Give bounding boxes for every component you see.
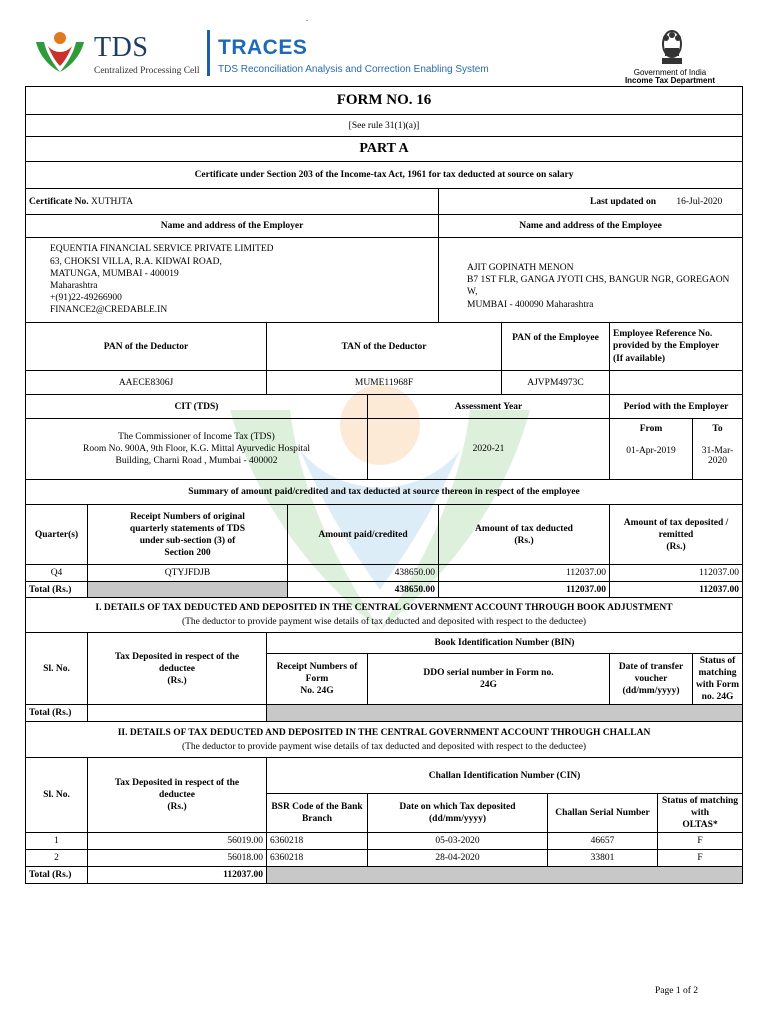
address-line: Maharashtra	[50, 281, 98, 291]
cert-no-value: XUTHJTA	[90, 196, 133, 207]
section-title: I. DETAILS OF TAX DEDUCTED AND DEPOSITED IN THE CENTRAL GOVERNMENT ACCOUNT THROUGH BOOK ADJUSTMENT	[95, 603, 673, 613]
traces-brand: TRACES	[218, 36, 308, 59]
national-emblem-icon	[654, 26, 690, 68]
certificate-heading: Certificate under Section 203 of the Income-tax Act, 1961 for tax deducted at source on salary	[26, 162, 743, 189]
summary-receipt: QTYJFDJB	[88, 565, 288, 582]
summary-heading: Summary of amount paid/credited and tax deducted at source thereon in respect of the employee	[26, 480, 743, 505]
table-row	[26, 565, 743, 582]
challan-date: 05-03-2020	[368, 833, 548, 850]
header-line: OLTAS*	[682, 820, 718, 830]
header-line: deductee	[159, 663, 195, 674]
challan-serial: 46657	[548, 833, 658, 850]
from-date: 01-Apr-2019	[610, 440, 693, 480]
book-header-sl-no: Sl. No.	[26, 633, 88, 705]
tds-logo-icon	[30, 28, 90, 78]
summary-total-row	[26, 582, 743, 598]
address-line: MATUNGA, MUMBAI - 400019	[50, 268, 179, 279]
challan-header-bsr	[267, 794, 368, 833]
challan-bsr: 6360218	[267, 850, 368, 867]
tds-subtitle: Centralized Processing Cell	[94, 66, 200, 76]
traces-subtitle: TDS Reconciliation Analysis and Correction Enabling System	[218, 64, 489, 75]
header-line: Status of matching with	[662, 796, 739, 818]
summary-total-tax-deposited: 112037.00	[610, 582, 743, 598]
header-line: quarterly statements of TDS	[129, 523, 246, 534]
pan-employee-label: PAN of the Employee	[502, 323, 610, 371]
header-line: Tax Deposited in respect of the	[114, 651, 240, 662]
challan-serial: 33801	[548, 850, 658, 867]
header-line: deductee	[159, 790, 195, 800]
header-line: 24G	[480, 680, 497, 690]
address-line: B7 1ST FLR, GANGA JYOTI CHS, BANGUR NGR, GOREGAON W,	[467, 275, 730, 298]
gov-line-2: Income Tax Department	[624, 76, 716, 85]
challan-status: F	[658, 833, 743, 850]
challan-total-row	[26, 867, 743, 884]
summary-tax-deducted: 112037.00	[439, 565, 610, 582]
employee-address	[439, 238, 743, 323]
emp-ref-line: provided by the Employer	[613, 341, 720, 352]
last-updated-label: Last updated on	[590, 196, 656, 207]
summary-quarter: Q4	[26, 565, 88, 582]
emp-ref-line: (If available)	[613, 353, 665, 364]
cit-line: The Commissioner of Income Tax (TDS)	[118, 431, 275, 442]
stray-dot: .	[306, 14, 308, 23]
address-line: EQUENTIA FINANCIAL SERVICE PRIVATE LIMITED	[50, 244, 274, 255]
summary-header-receipt	[88, 505, 288, 565]
section-subtitle: (The deductor to provide payment wise details of tax deducted and deposited with respect to the deductee)	[181, 741, 587, 752]
book-header-status	[693, 654, 743, 705]
challan-total-label: Total (Rs.)	[26, 867, 88, 884]
address-line: MUMBAI - 400090 Maharashtra	[467, 299, 594, 310]
employee-reference-value	[610, 371, 743, 395]
certificate-number-cell	[26, 189, 439, 215]
section-subtitle: (The deductor to provide payment wise details of tax deducted and deposited with respect to the deductee)	[181, 617, 587, 627]
cit-line: Building, Charni Road , Mumbai - 400002	[115, 456, 278, 467]
challan-status: F	[658, 850, 743, 867]
book-total-value	[88, 705, 267, 722]
shaded-cell	[267, 867, 743, 884]
section-title: II. DETAILS OF TAX DEDUCTED AND DEPOSITED IN THE CENTRAL GOVERNMENT ACCOUNT THROUGH CHALLAN	[117, 727, 651, 738]
header-divider	[207, 30, 210, 76]
employee-heading: Name and address of the Employee	[439, 215, 743, 238]
header-line: Receipt Numbers of Form	[276, 662, 358, 684]
shaded-cell	[267, 705, 743, 722]
address-line: FINANCE2@CREDABLE.IN	[50, 305, 168, 316]
pan-employee-value: AJVPM4973C	[502, 371, 610, 395]
challan-header-cin: Challan Identification Number (CIN)	[267, 758, 743, 794]
cert-no-label: Certificate No.	[29, 196, 89, 207]
header-line: (Rs.)	[167, 802, 187, 812]
summary-header-tax-deposited	[610, 505, 743, 565]
book-header-tax-deposited	[88, 633, 267, 705]
header-line: Date on which Tax deposited	[399, 802, 516, 812]
challan-header-tax-deposited	[88, 758, 267, 833]
header-line: BSR Code of the Bank	[271, 802, 363, 812]
pan-deductor-value: AAECE8306J	[26, 371, 267, 395]
address-line: AJIT GOPINATH MENON	[467, 263, 574, 273]
book-header-bin: Book Identification Number (BIN)	[267, 633, 743, 654]
certificate-row	[26, 189, 743, 215]
summary-total-tax-deducted: 112037.00	[439, 582, 610, 598]
challan-header-status	[658, 794, 743, 833]
last-updated-value: 16-Jul-2020	[676, 196, 723, 207]
book-header-receipt	[267, 654, 368, 705]
employer-address	[26, 238, 439, 323]
emp-ref-line: Employee Reference No.	[613, 328, 713, 339]
assessment-year-value: 2020-21	[368, 419, 610, 480]
header-line: (dd/mm/yyyy)	[429, 814, 486, 824]
header-line: Amount of tax deposited / remitted	[623, 517, 729, 540]
header-line: Tax Deposited in respect of the	[114, 778, 240, 788]
gov-line-1: Government of India	[633, 68, 707, 77]
challan-header-date	[368, 794, 548, 833]
employer-heading: Name and address of the Employer	[26, 215, 439, 238]
book-header-date	[610, 654, 693, 705]
to-label: To	[693, 419, 743, 440]
table-row	[26, 833, 743, 850]
summary-total-amount-paid: 438650.00	[288, 582, 439, 598]
last-updated-cell	[439, 189, 743, 215]
header-line: with Form no. 24G	[696, 680, 740, 702]
form-title: FORM NO. 16	[26, 87, 743, 115]
header-line: Amount of tax deducted	[475, 523, 573, 534]
employee-reference-label	[610, 323, 743, 371]
challan-tax: 56019.00	[88, 833, 267, 850]
from-label: From	[610, 419, 693, 440]
pan-deductor-label: PAN of the Deductor	[26, 323, 267, 371]
header-line: Branch	[301, 814, 333, 824]
challan-header-serial: Challan Serial Number	[548, 794, 658, 833]
summary-tax-deposited: 112037.00	[610, 565, 743, 582]
assessment-year-label: Assessment Year	[368, 395, 610, 419]
period-label: Period with the Employer	[610, 395, 743, 419]
header-line: under sub-section (3) of	[139, 535, 236, 546]
shaded-cell	[88, 582, 288, 598]
book-total-label: Total (Rs.)	[26, 705, 88, 722]
challan-sl: 1	[26, 833, 88, 850]
address-line: 63, CHOKSI VILLA, R.A. KIDWAI ROAD,	[50, 256, 222, 267]
header-line: Section 200	[164, 547, 211, 558]
cit-line: Room No. 900A, 9th Floor, K.G. Mittal Ayurvedic Hospital	[82, 443, 310, 454]
challan-heading	[26, 722, 743, 758]
rule-reference: [See rule 31(1)(a)]	[26, 115, 743, 137]
tds-brand: TDS	[94, 32, 149, 63]
tan-deductor-label: TAN of the Deductor	[267, 323, 502, 371]
header-line: (Rs.)	[167, 675, 187, 686]
table-row	[26, 850, 743, 867]
challan-total-tax: 112037.00	[88, 867, 267, 884]
challan-date: 28-04-2020	[368, 850, 548, 867]
summary-header-tax-deducted	[439, 505, 610, 565]
cit-label: CIT (TDS)	[26, 395, 368, 419]
cit-address	[26, 419, 368, 480]
header-line: Receipt Numbers of original	[130, 511, 245, 522]
header-line: (Rs.)	[666, 541, 686, 552]
form-16-table	[25, 86, 743, 884]
challan-bsr: 6360218	[267, 833, 368, 850]
header-line: (dd/mm/yyyy)	[622, 686, 680, 696]
book-header-ddo	[368, 654, 610, 705]
summary-header-quarter: Quarter(s)	[26, 505, 88, 565]
header-line: Status of matching	[698, 656, 737, 678]
to-date: 31-Mar-2020	[693, 440, 743, 480]
header-line: DDO serial number in Form no.	[423, 668, 554, 678]
book-adjustment-heading	[26, 598, 743, 633]
address-line: +(91)22-49266900	[50, 293, 122, 304]
summary-header-amount-paid: Amount paid/credited	[288, 505, 439, 565]
header-line: Date of transfer voucher	[618, 662, 684, 684]
part-heading: PART A	[26, 137, 743, 162]
challan-header-sl-no: Sl. No.	[26, 758, 88, 833]
challan-tax: 56018.00	[88, 850, 267, 867]
page-number: Page 1 of 2	[655, 986, 699, 996]
tan-deductor-value: MUME11968F	[267, 371, 502, 395]
header-line: No. 24G	[300, 686, 334, 696]
book-total-row	[26, 705, 743, 722]
header-line: (Rs.)	[514, 535, 534, 546]
summary-total-label: Total (Rs.)	[26, 582, 88, 598]
page-header	[0, 0, 768, 86]
challan-sl: 2	[26, 850, 88, 867]
summary-amount-paid: 438650.00	[288, 565, 439, 582]
